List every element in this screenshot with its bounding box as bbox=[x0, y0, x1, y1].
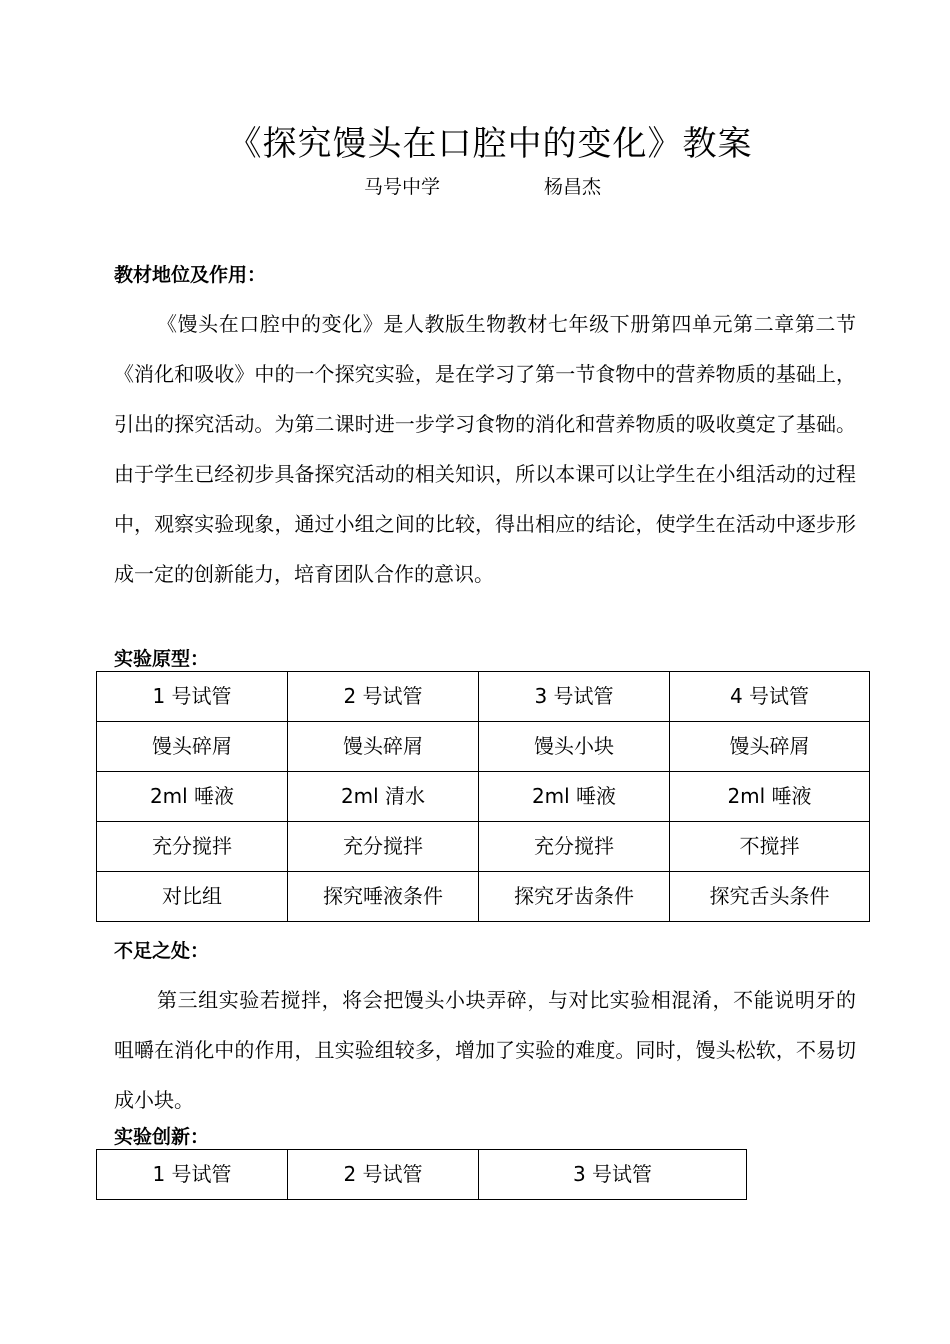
table-cell: 2 号试管 bbox=[288, 1150, 479, 1200]
section-paragraph-shortcomings: 第三组实验若搅拌，将会把馒头小块弄碎，与对比实验相混淆，不能说明牙的咀嚼在消化中的作用，且实验组较多，增加了实验的难度。同时，馒头松软，不易切成小块。 bbox=[114, 988, 856, 1112]
table-cell: 充分搅拌 bbox=[97, 822, 288, 872]
section-heading-innovation: 实验创新： bbox=[114, 1126, 210, 1148]
author-name: 杨昌杰 bbox=[544, 176, 602, 198]
table-cell: 不搅拌 bbox=[670, 822, 870, 872]
table-row bbox=[97, 822, 870, 872]
prototype-table bbox=[96, 671, 870, 922]
table-cell: 馒头碎屑 bbox=[670, 722, 870, 772]
table-cell: 馒头小块 bbox=[479, 722, 670, 772]
table-cell: 充分搅拌 bbox=[288, 822, 479, 872]
table-cell: 4 号试管 bbox=[670, 672, 870, 722]
table-cell: 3 号试管 bbox=[479, 672, 670, 722]
table-cell: 3 号试管 bbox=[479, 1150, 747, 1200]
table-cell: 探究舌头条件 bbox=[670, 872, 870, 922]
table-cell: 2ml 唾液 bbox=[479, 772, 670, 822]
table-cell: 1 号试管 bbox=[97, 1150, 288, 1200]
section-heading-position: 教材地位及作用： bbox=[114, 264, 267, 286]
section-heading-shortcomings: 不足之处： bbox=[114, 940, 210, 962]
table-row bbox=[97, 1150, 747, 1200]
table-cell: 1 号试管 bbox=[97, 672, 288, 722]
table-cell: 充分搅拌 bbox=[479, 822, 670, 872]
table-row bbox=[97, 722, 870, 772]
table-cell: 探究唾液条件 bbox=[288, 872, 479, 922]
table-cell: 2ml 唾液 bbox=[97, 772, 288, 822]
table-cell: 2ml 清水 bbox=[288, 772, 479, 822]
section-paragraph-position: 《馒头在口腔中的变化》是人教版生物教材七年级下册第四单元第二章第二节《消化和吸收》中的一个探究实验，是在学习了第一节食物中的营养物质的基础上，引出的探究活动。为第二课时进一步学习食物的消化和营养物质的吸收奠定了基础。由于学生已经初步具备探究活动的相关知识，所以本课可以让学生在小组活动的过程中，观察实验现象，通过小组之间的比较，得出相应的结论，使学生在活动中逐步形成一定的创新能力，培育团队合作的意识。 bbox=[114, 312, 856, 586]
table-cell: 馒头碎屑 bbox=[97, 722, 288, 772]
table-row bbox=[97, 672, 870, 722]
school-name: 马号中学 bbox=[364, 176, 441, 198]
table-cell: 探究牙齿条件 bbox=[479, 872, 670, 922]
table-row bbox=[97, 772, 870, 822]
table-cell: 2ml 唾液 bbox=[670, 772, 870, 822]
section-heading-prototype: 实验原型： bbox=[114, 648, 210, 670]
table-cell: 对比组 bbox=[97, 872, 288, 922]
table-row bbox=[97, 872, 870, 922]
document-title: 《探究馒头在口腔中的变化》教案 bbox=[227, 124, 753, 164]
table-cell: 2 号试管 bbox=[288, 672, 479, 722]
table-cell: 馒头碎屑 bbox=[288, 722, 479, 772]
innovation-table bbox=[96, 1149, 747, 1200]
